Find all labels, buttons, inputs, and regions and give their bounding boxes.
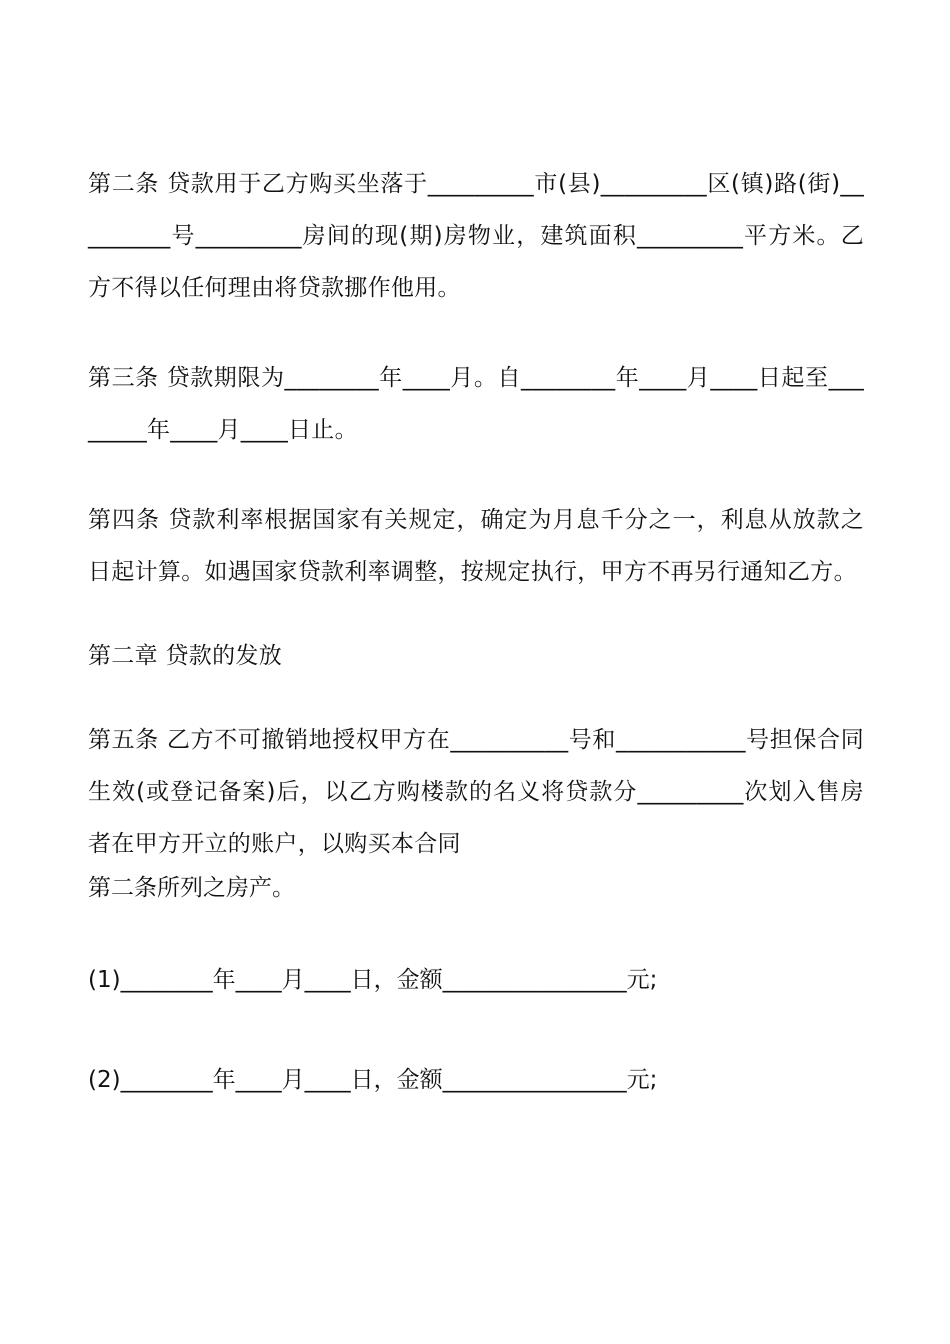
spacer — [88, 598, 864, 630]
spacer — [88, 314, 864, 352]
spacer — [88, 906, 864, 962]
spacer — [88, 998, 864, 1062]
article-2: 第二条 贷款用于乙方购买坐落于_________市(县)_________区(镇)路(街)_________号_________房间的现(期)房物业，建筑面积_________平方米。乙方不得以任何理由将贷款挪作他用。 — [88, 171, 864, 301]
spacer — [88, 456, 864, 494]
article-4: 第四条 贷款利率根据国家有关规定，确定为月息千分之一，利息从放款之日起计算。如遇国家贷款利率调整，按规定执行，甲方不再另行通知乙方。 — [88, 507, 864, 585]
payment-item-2: (2)________年____月____日，金额________________元; — [88, 1067, 658, 1093]
article-5: 第五条 乙方不可撤销地授权甲方在__________号和___________号担保合同生效(或登记备案)后，以乙方购楼款的名义将贷款分_________次划入售房者在甲方开立的账户，以购买本合同 — [88, 727, 864, 857]
payment-item-1: (1)________年____月____日，金额________________元; — [88, 967, 658, 993]
chapter-2-heading: 第二章 贷款的发放 — [88, 643, 283, 669]
document-page — [88, 158, 864, 1098]
article-3: 第三条 贷款期限为________年____月。自________年____月____日起至________年____月____日止。 — [88, 365, 864, 443]
spacer — [88, 682, 864, 714]
article-5-continuation: 第二条所列之房产。 — [88, 875, 295, 901]
